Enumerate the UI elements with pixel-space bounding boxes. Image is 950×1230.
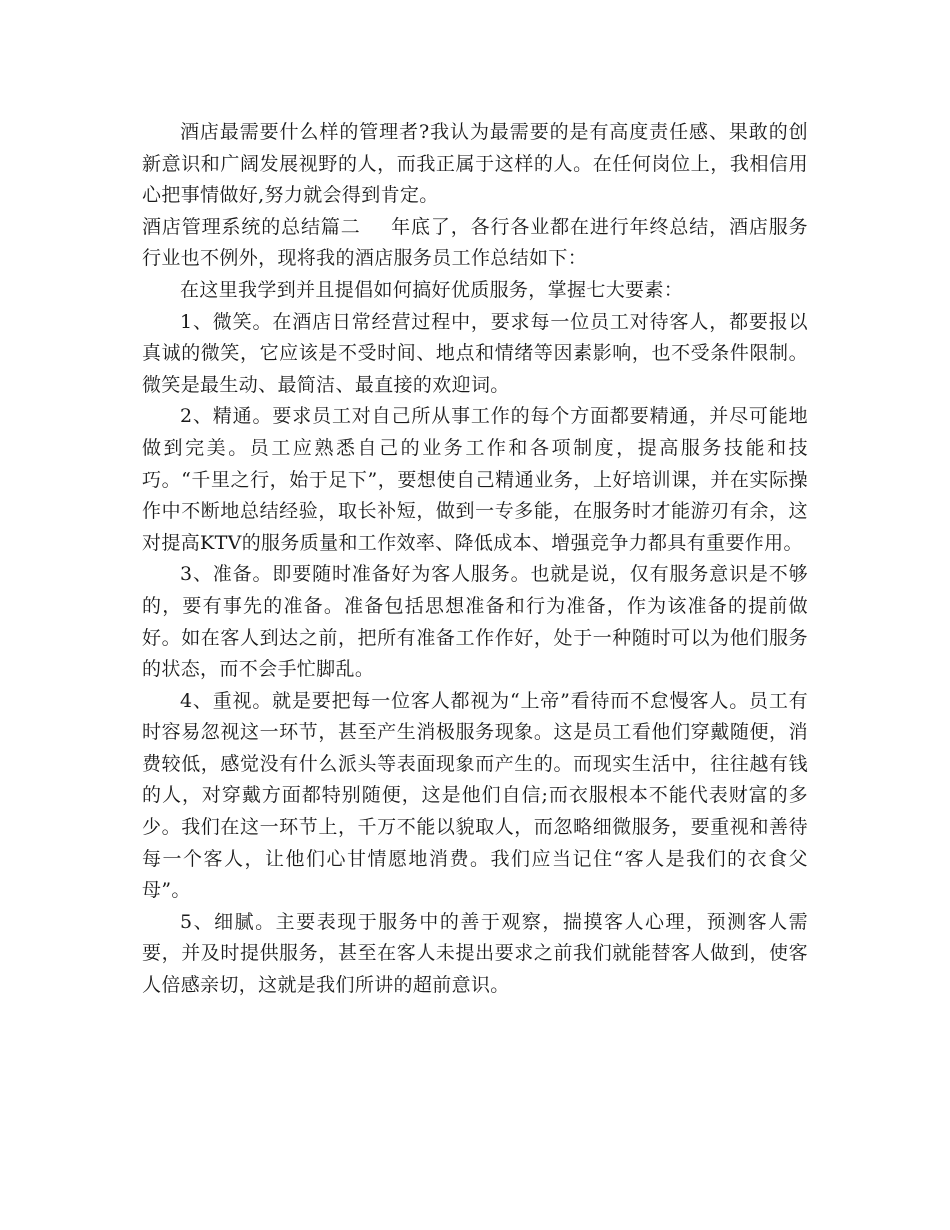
- paragraph-item-attention: 4、重视。就是要把每一位客人都视为“上帝”看待而不怠慢客人。员工有时容易忽视这一环节，甚至产生消极服务现象。这是员工看他们穿戴随便，消费较低，感觉没有什么派头等表面现象而产生的。而现实生活中，往往越有钱的人，对穿戴方面都特别随便，这是他们自信;而衣服根本不能代表财富的多少。我们在这一环节上，千万不能以貌取人，而忽略细微服务，要重视和善待每一个客人，让他们心甘情愿地消费。我们应当记住“客人是我们的衣食父母”。: [142, 689, 808, 902]
- section-heading: 酒店管理系统的总结篇二: [142, 215, 361, 238]
- paragraph-item-proficiency: 2、精通。要求员工对自己所从事工作的每个方面都要精通，并尽可能地做到完美。员工应熟悉自己的业务工作和各项制度，提高服务技能和技巧。“千里之行，始于足下”，要想使自己精通业务，上好培训课，并在实际操作中不断地总结经验，取长补短，做到一专多能，在服务时才能游刃有余，这对提高KTV的服务质量和工作效率、降低成本、增强竞争力都具有重要作用。: [142, 405, 808, 554]
- paragraph-item-preparation: 3、准备。即要随时准备好为客人服务。也就是说，仅有服务意识是不够的，要有事先的准备。准备包括思想准备和行为准备，作为该准备的提前做好。如在客人到达之前，把所有准备工作作好，处于一种随时可以为他们服务的状态，而不会手忙脚乱。: [142, 563, 808, 681]
- paragraph-intro: 酒店最需要什么样的管理者?我认为最需要的是有高度责任感、果敢的创新意识和广阔发展视野的人，而我正属于这样的人。在任何岗位上，我相信用心把事情做好,努力就会得到肯定。: [142, 121, 808, 207]
- document-page: [142, 117, 808, 1002]
- paragraph-item-meticulous: 5、细腻。主要表现于服务中的善于观察，揣摸客人心理，预测客人需要，并及时提供服务，甚至在客人未提出要求之前我们就能替客人做到，使客人倍感亲切，这就是我们所讲的超前意识。: [142, 910, 808, 997]
- paragraph-item-smile: 1、微笑。在酒店日常经营过程中，要求每一位员工对待客人，都要报以真诚的微笑，它应该是不受时间、地点和情绪等因素影响，也不受条件限制。微笑是最生动、最简洁、最直接的欢迎词。: [142, 310, 808, 396]
- paragraph-seven-elements: 在这里我学到并且提倡如何搞好优质服务，掌握七大要素：: [180, 278, 684, 301]
- paragraph-section-two: [142, 212, 808, 275]
- section-two-text: 年底了，各行各业都在进行年终总结，酒店服务行业也不例外，现将我的酒店服务员工作总结如下：: [142, 215, 808, 270]
